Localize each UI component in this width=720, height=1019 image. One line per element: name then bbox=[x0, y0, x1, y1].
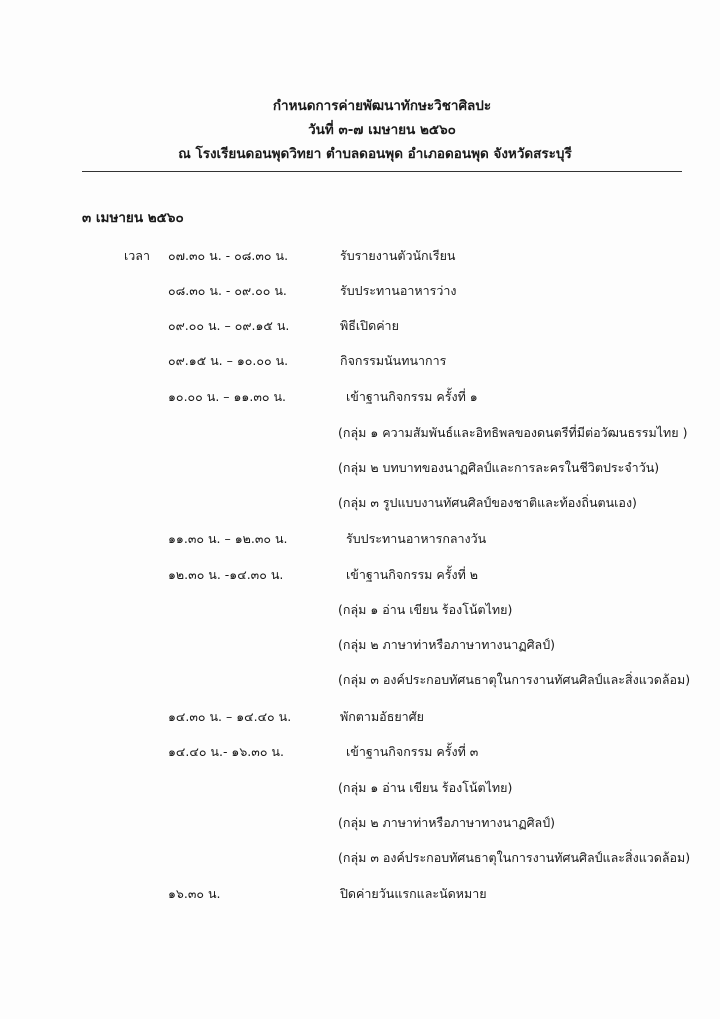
group-activity: (กลุ่ม ๑ ความสัมพันธ์และอิทธิพลของดนตรีที่มีต่อวัฒนธรรมไทย ) bbox=[338, 425, 688, 440]
group-activity: (กลุ่ม ๓ องค์ประกอบทัศนธาตุในการงานทัศนศิลป์และสิ่งแวดล้อม) bbox=[338, 672, 691, 687]
document-title: กำหนดการค่ายพัฒนาทักษะวิชาศิลปะ bbox=[272, 98, 492, 114]
schedule-subrow bbox=[0, 776, 720, 800]
schedule-activity: รับรายงานตัวนักเรียน bbox=[340, 248, 456, 263]
schedule-row bbox=[0, 385, 720, 409]
header-divider bbox=[82, 171, 682, 172]
schedule-activity: กิจกรรมนันทนาการ bbox=[340, 353, 447, 368]
schedule-time: ๐๙.๑๕ น. – ๑๐.๐๐ น. bbox=[168, 353, 289, 368]
schedule-row bbox=[0, 563, 720, 587]
schedule-activity: เข้าฐานกิจกรรม ครั้งที่ ๑ bbox=[346, 389, 478, 404]
schedule-subrow bbox=[0, 811, 720, 835]
schedule-activity: พิธีเปิดค่าย bbox=[340, 318, 399, 333]
schedule-time: ๐๗.๓๐ น. - ๐๘.๓๐ น. bbox=[168, 248, 289, 263]
schedule-subrow bbox=[0, 491, 720, 515]
group-activity: (กลุ่ม ๒ บทบาทของนาฏศิลป์และการละครในชีวิตประจำวัน) bbox=[338, 460, 660, 475]
time-label: เวลา bbox=[124, 248, 150, 263]
venue-line: ณ โรงเรียนดอนพุดวิทยา ตำบลดอนพุด อำเภอดอนพุด จังหวัดสระบุรี bbox=[178, 146, 572, 162]
schedule-activity: รับประทานอาหารว่าง bbox=[340, 283, 457, 298]
schedule-time: ๑๒.๓๐ น. -๑๔.๓๐ น. bbox=[168, 567, 284, 582]
schedule-row bbox=[0, 705, 720, 729]
schedule-activity: เข้าฐานกิจกรรม ครั้งที่ ๓ bbox=[346, 744, 479, 759]
group-activity: (กลุ่ม ๓ องค์ประกอบทัศนธาตุในการงานทัศนศิลป์และสิ่งแวดล้อม) bbox=[338, 850, 691, 865]
group-activity: (กลุ่ม ๑ อ่าน เขียน ร้องโน้ตไทย) bbox=[338, 780, 513, 795]
group-activity: (กลุ่ม ๒ ภาษาท่าหรือภาษาทางนาฏศิลป์) bbox=[338, 815, 556, 830]
schedule-row bbox=[0, 279, 720, 303]
schedule-row bbox=[0, 882, 720, 906]
schedule-subrow bbox=[0, 421, 720, 445]
group-activity: (กลุ่ม ๑ อ่าน เขียน ร้องโน้ตไทย) bbox=[338, 602, 513, 617]
schedule-subrow bbox=[0, 456, 720, 480]
schedule-row bbox=[0, 740, 720, 764]
schedule-row bbox=[0, 349, 720, 373]
schedule-time: ๐๘.๓๐ น. - ๐๙.๐๐ น. bbox=[168, 283, 287, 298]
document-header bbox=[0, 94, 720, 166]
schedule-subrow bbox=[0, 846, 720, 870]
schedule-subrow bbox=[0, 668, 720, 692]
schedule-activity: พักตามอัธยาศัย bbox=[340, 709, 424, 724]
schedule-activity: ปิดค่ายวันแรกและนัดหมาย bbox=[340, 886, 487, 901]
schedule-row bbox=[0, 244, 720, 268]
schedule-time: ๑๔.๓๐ น. – ๑๔.๔๐ น. bbox=[168, 709, 292, 724]
schedule-time: ๑๑.๓๐ น. – ๑๒.๓๐ น. bbox=[168, 531, 288, 546]
schedule-time: ๐๙.๐๐ น. – ๐๙.๑๕ น. bbox=[168, 318, 290, 333]
group-activity: (กลุ่ม ๓ รูปแบบงานทัศนศิลป์ของชาติและท้องถิ่นตนเอง) bbox=[338, 495, 637, 510]
schedule-activity: รับประทานอาหารกลางวัน bbox=[346, 531, 487, 546]
schedule-row bbox=[0, 314, 720, 338]
schedule-activity: เข้าฐานกิจกรรม ครั้งที่ ๒ bbox=[346, 567, 479, 582]
schedule-subrow bbox=[0, 598, 720, 622]
schedule-subrow bbox=[0, 633, 720, 657]
group-activity: (กลุ่ม ๒ ภาษาท่าหรือภาษาทางนาฏศิลป์) bbox=[338, 637, 556, 652]
schedule-row bbox=[0, 527, 720, 551]
schedule-time: ๑๐.๐๐ น. – ๑๑.๓๐ น. bbox=[168, 389, 286, 404]
day-heading: ๓ เมษายน ๒๕๖๐ bbox=[82, 210, 184, 226]
schedule-time: ๑๖.๓๐ น. bbox=[168, 886, 221, 901]
schedule-time: ๑๔.๔๐ น.- ๑๖.๓๐ น. bbox=[168, 744, 284, 759]
event-date-line: วันที่ ๓-๗ เมษายน ๒๕๖๐ bbox=[308, 122, 456, 138]
